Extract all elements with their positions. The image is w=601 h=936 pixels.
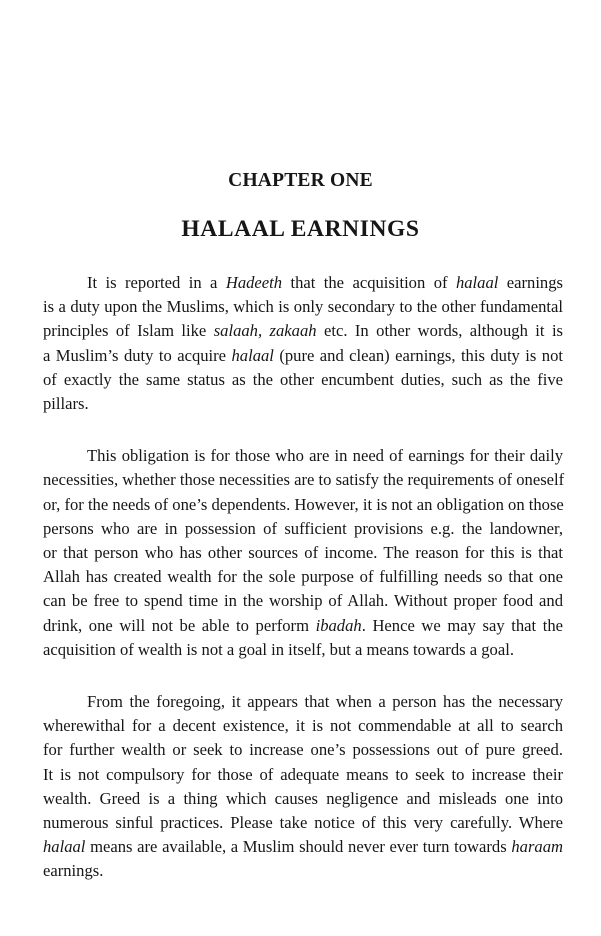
text-run: earnings	[498, 273, 563, 292]
text-run: of exactly the same status as the other encumbent duties, such as the five	[43, 369, 563, 389]
text-run: that the acquisition of	[282, 273, 456, 292]
text-run: for further wealth or seek to increase one’s possessions out of pure greed.	[43, 740, 563, 760]
paragraph-1	[43, 271, 563, 416]
text-line	[43, 835, 563, 859]
text-run: wherewithal for a decent existence, it is not commendable at all to search	[43, 716, 563, 736]
text-run: or that person who has other sources of income. The reason for this is that	[43, 543, 563, 563]
text-run: means are available, a Muslim should never ever turn towards	[85, 837, 512, 857]
text-run: necessities, whether those necessities are to satisfy the requirements of oneself	[43, 470, 565, 490]
text-line	[43, 714, 563, 738]
text-line	[43, 638, 563, 662]
italic-term: haraam	[511, 837, 563, 857]
chapter-title: HALAAL EARNINGS	[181, 216, 420, 242]
text-run: It is reported in a	[87, 273, 226, 292]
text-run: can be free to spend time in the worship of Allah. Without proper food and	[43, 591, 563, 611]
text-line	[43, 859, 563, 883]
text-line	[43, 319, 563, 343]
text-run: This obligation is for those who are in need of earnings for their daily	[87, 446, 563, 466]
chapter-body	[43, 271, 563, 912]
text-line	[43, 589, 563, 613]
text-line	[43, 493, 563, 517]
text-run: Allah has created wealth for the sole purpose of fulfilling needs so that one	[43, 567, 563, 587]
text-line	[43, 444, 563, 468]
text-line	[43, 344, 563, 368]
text-run: etc. In other words, although it is	[316, 321, 564, 341]
text-run: drink, one will not be able to perform	[43, 615, 316, 635]
text-line	[43, 811, 563, 835]
text-line	[43, 368, 563, 392]
text-line	[43, 614, 563, 638]
italic-term: ibadah	[315, 615, 362, 635]
text-run: . Hence we may say that the	[361, 615, 564, 635]
text-line	[43, 517, 563, 541]
text-run: is a duty upon the Muslims, which is only secondary to the other fundamental	[43, 297, 563, 317]
text-line	[43, 541, 563, 565]
text-line	[43, 690, 563, 714]
text-run: From the foregoing, it appears that when a person has the necessary	[87, 692, 563, 712]
text-run: a Muslim’s duty to acquire	[43, 345, 232, 365]
text-line	[43, 565, 563, 589]
text-run: It is not compulsory for those of adequate means to seek to increase their	[43, 764, 563, 784]
italic-term: halaal	[43, 837, 86, 857]
italic-term: halaal	[231, 345, 274, 365]
text-run: persons who are in possession of sufficient provisions e.g. the landowner,	[43, 518, 563, 538]
text-run: principles of Islam like	[43, 321, 214, 341]
text-line	[43, 738, 563, 762]
text-run: numerous sinful practices. Please take notice of this very carefully. Where	[43, 813, 563, 833]
paragraph-3	[43, 690, 563, 884]
text-line	[43, 763, 563, 787]
text-line	[43, 271, 563, 295]
chapter-label: CHAPTER ONE	[228, 170, 373, 191]
text-run: (pure and clean) earnings, this duty is not	[273, 345, 564, 365]
text-line	[43, 295, 563, 319]
text-run: earnings.	[43, 861, 104, 881]
paragraph-2	[43, 444, 563, 662]
text-run: acquisition of wealth is not a goal in itself, but a means towards a goal.	[43, 639, 514, 659]
text-run: or, for the needs of one’s dependents. However, it is not an obligation on those	[43, 494, 564, 514]
italic-term: salaah, zakaah	[213, 321, 317, 341]
text-line	[43, 468, 563, 492]
text-line	[43, 392, 563, 416]
italic-term: halaal	[455, 273, 499, 292]
italic-term: Hadeeth	[225, 273, 283, 292]
text-run: wealth. Greed is a thing which causes negligence and misleads one into	[43, 788, 563, 808]
text-line	[43, 787, 563, 811]
text-run: pillars.	[43, 394, 89, 414]
